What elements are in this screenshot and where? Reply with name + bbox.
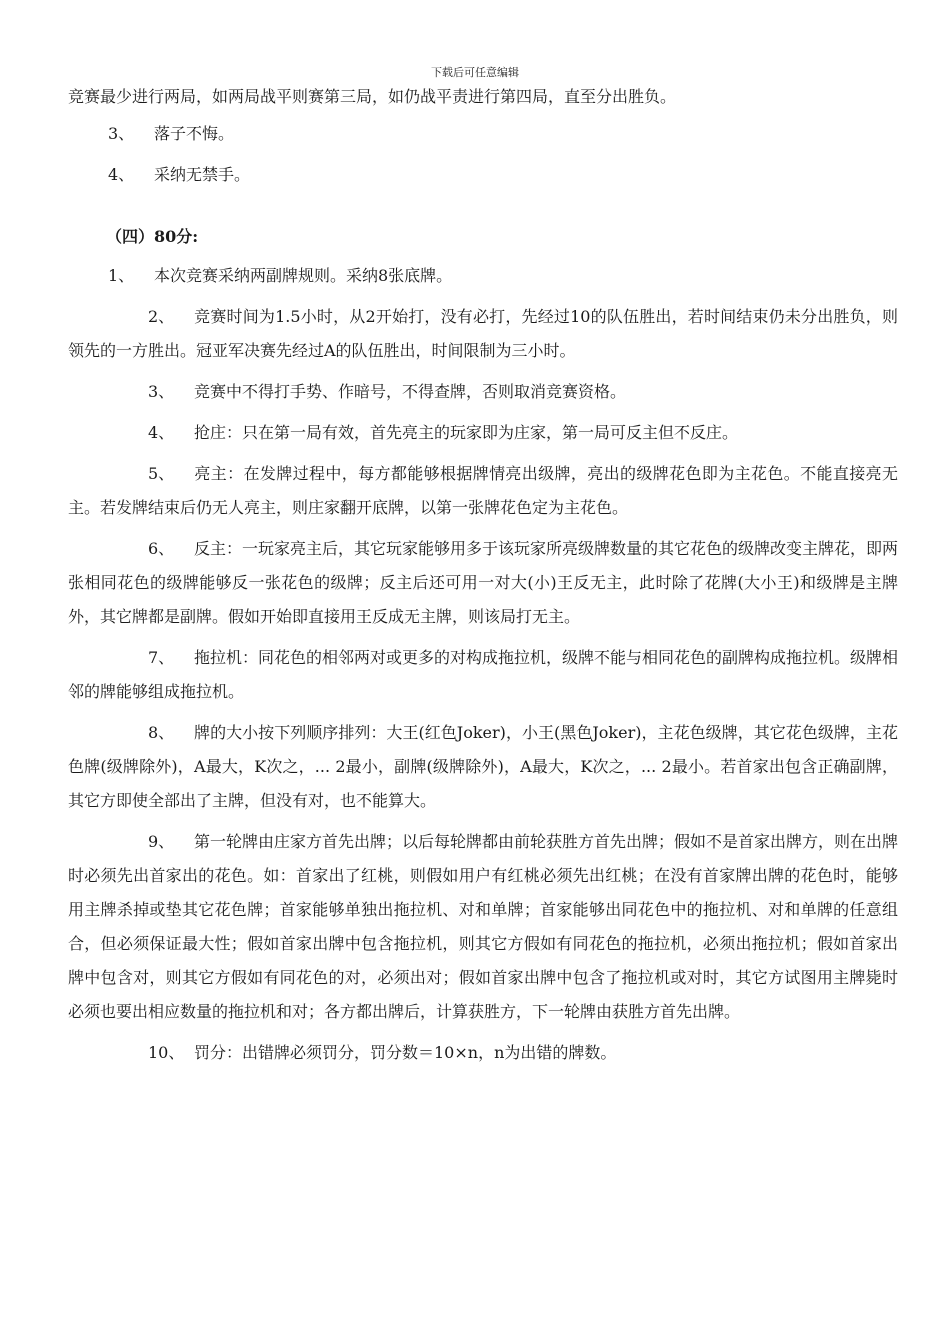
item-text: 采纳无禁手。 bbox=[154, 165, 251, 184]
item-number: 4、 bbox=[148, 423, 175, 442]
document-body bbox=[68, 80, 898, 1077]
item-number: 4、 bbox=[108, 165, 135, 184]
rule-item-6 bbox=[68, 532, 898, 634]
section-heading: （四）80分: bbox=[106, 227, 199, 246]
item-text: 抢庄：只在第一局有效，首先亮主的玩家即为庄家，第一局可反主但不反庄。 bbox=[194, 423, 739, 442]
header-note: 下载后可任意编辑 bbox=[431, 66, 519, 79]
item-number: 8、 bbox=[148, 723, 175, 742]
item-text: 反主：一玩家亮主后，其它玩家能够用多于该玩家所亮级牌数量的其它花色的级牌改变主牌花，即两张相同花色的级牌能够反一张花色的级牌；反主后还可用一对大(小)王反无主，此时除了花牌(大小王)和级牌是主牌外，其它牌都是副牌。假如开始即直接用王反成无主牌，则该局打无主。 bbox=[68, 539, 899, 626]
rule-item-8 bbox=[68, 716, 898, 818]
item-text: 亮主：在发牌过程中，每方都能够根据牌情亮出级牌，亮出的级牌花色即为主花色。不能直接亮无主。若发牌结束后仍无人亮主，则庄家翻开底牌，以第一张牌花色定为主花色。 bbox=[68, 464, 898, 517]
item-text: 牌的大小按下列顺序排列：大王(红色Joker)，小王(黑色Joker)，主花色级牌，其它花色级牌，主花色牌(级牌除外)，A最大，K次之，... 2最小，副牌(级牌除外)，A最大，K次之，... 2最小。若首家出包含正确副牌，其它方即使全部出了主牌，但没有对，也不能算大。 bbox=[68, 723, 898, 810]
item-text: 第一轮牌由庄家方首先出牌；以后每轮牌都由前轮获胜方首先出牌；假如不是首家出牌方，则在出牌时必须先出首家出的花色。如：首家出了红桃，则假如用户有红桃必须先出红桃；在没有首家牌出牌的花色时，能够用主牌杀掉或垫其它花色牌；首家能够单独出拖拉机、对和单牌；首家能够出同花色中的拖拉机、对和单牌的任意组合，但必须保证最大性；假如首家出牌中包含拖拉机，则其它方假如有同花色的拖拉机，必须出拖拉机；假如首家出牌中包含对，则其它方假如有同花色的对，必须出对；假如首家出牌中包含了拖拉机或对时，其它方试图用主牌毙时必须也要出相应数量的拖拉机和对；各方都出牌后，计算获胜方，下一轮牌由获胜方首先出牌。 bbox=[68, 832, 899, 1021]
rule-item-7 bbox=[68, 641, 898, 709]
item-number: 7、 bbox=[148, 648, 175, 667]
item-text: 罚分：出错牌必须罚分，罚分数＝10×n，n为出错的牌数。 bbox=[194, 1043, 617, 1062]
rule-item-1 bbox=[68, 259, 898, 293]
rule-item-4 bbox=[68, 158, 898, 192]
item-number: 6、 bbox=[148, 539, 175, 558]
item-text: 落子不悔。 bbox=[154, 124, 235, 143]
rule-item-9 bbox=[68, 825, 898, 1029]
item-number: 2、 bbox=[148, 307, 175, 326]
rule-item-10 bbox=[68, 1036, 898, 1070]
rule-item-3 bbox=[68, 375, 898, 409]
rule-item-4 bbox=[68, 416, 898, 450]
item-number: 3、 bbox=[108, 124, 135, 143]
rule-item-2 bbox=[68, 300, 898, 368]
item-text: 竞赛中不得打手势、作暗号，不得查牌，否则取消竞赛资格。 bbox=[194, 382, 627, 401]
opening-paragraph: 竞赛最少进行两局，如两局战平则赛第三局，如仍战平责进行第四局，直至分出胜负。 bbox=[68, 87, 677, 106]
rule-item-5 bbox=[68, 457, 898, 525]
item-number: 10、 bbox=[148, 1043, 185, 1062]
item-number: 1、 bbox=[108, 266, 135, 285]
item-text: 竞赛时间为1.5小时，从2开始打，没有必打，先经过10的队伍胜出，若时间结束仍未分出胜负，则领先的一方胜出。冠亚军决赛先经过A的队伍胜出，时间限制为三小时。 bbox=[68, 307, 898, 360]
item-text: 拖拉机：同花色的相邻两对或更多的对构成拖拉机，级牌不能与相同花色的副牌构成拖拉机。级牌相邻的牌能够组成拖拉机。 bbox=[68, 648, 899, 701]
rule-item-3 bbox=[68, 117, 898, 151]
item-text: 本次竞赛采纳两副牌规则。采纳8张底牌。 bbox=[154, 266, 453, 285]
item-number: 3、 bbox=[148, 382, 175, 401]
item-number: 9、 bbox=[148, 832, 175, 851]
item-number: 5、 bbox=[148, 464, 175, 483]
